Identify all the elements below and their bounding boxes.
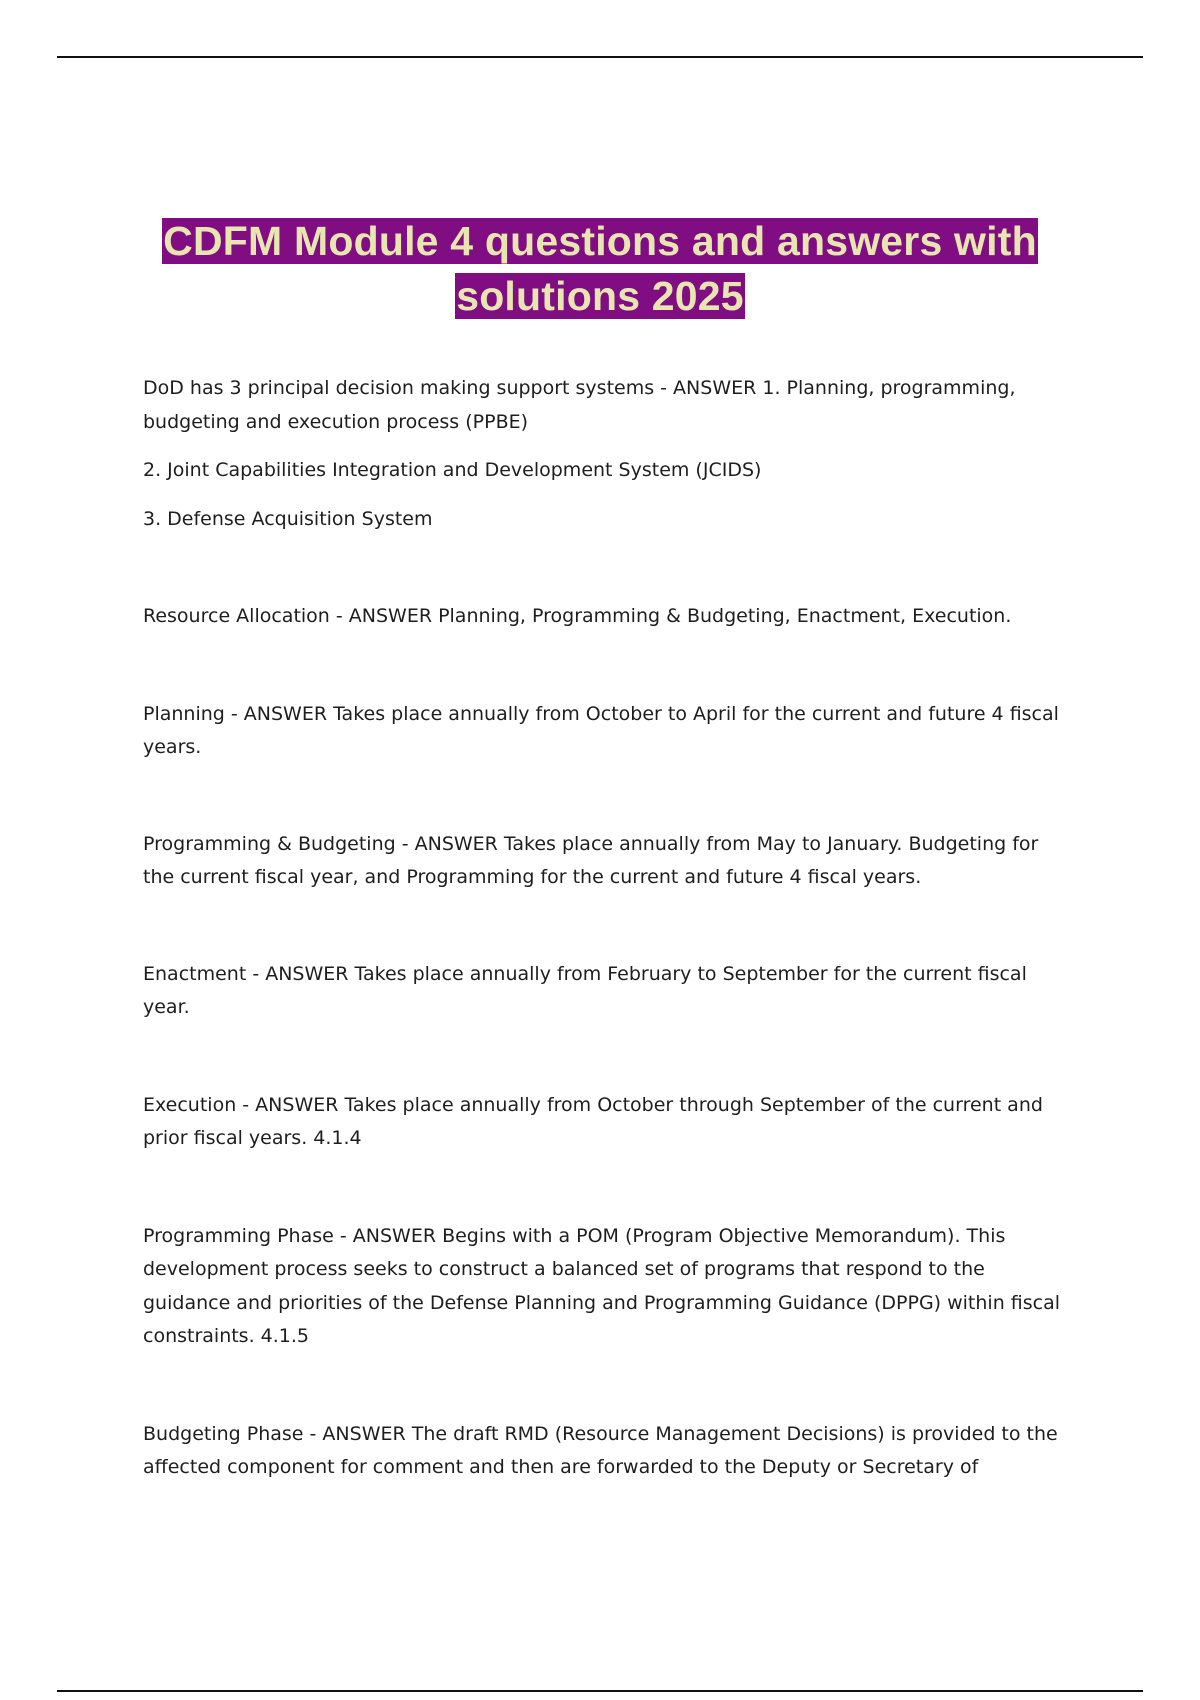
qa-entry-decision-systems: DoD has 3 principal decision making support systems - ANSWER 1. Planning, programming, budgeting and execution process (PPBE) bbox=[143, 377, 1016, 433]
qa-content bbox=[143, 372, 1073, 1485]
qa-entry-programming-budgeting: Programming & Budgeting - ANSWER Takes place annually from May to January. Budgeting for the current fiscal year, and Programming for the current and future 4 fiscal years. bbox=[143, 832, 1039, 888]
qa-entry-execution: Execution - ANSWER Takes place annually from October through September of the current and prior fiscal years. 4.1.4 bbox=[143, 1093, 1043, 1149]
qa-entry-resource-allocation: Resource Allocation - ANSWER Planning, Programming & Budgeting, Enactment, Execution. bbox=[143, 605, 1012, 627]
bottom-rule bbox=[57, 1690, 1143, 1692]
document-title: CDFM Module 4 questions and answers with solutions 2025 bbox=[163, 218, 1037, 319]
qa-entry-programming-phase: Programming Phase - ANSWER Begins with a POM (Program Objective Memorandum). This development process seeks to construct a balanced set of programs that respond to the guidance and priorities of the Defense Planning and Programming Guidance (DPPG) within fiscal constraints. 4.1.5 bbox=[143, 1224, 1061, 1347]
document-title-block bbox=[0, 214, 1200, 324]
qa-entry-planning: Planning - ANSWER Takes place annually from October to April for the current and future 4 fiscal years. bbox=[143, 702, 1059, 758]
qa-entry-budgeting-phase: Budgeting Phase - ANSWER The draft RMD (Resource Management Decisions) is provided to the affected component for comment and then are forwarded to the Deputy or Secretary of bbox=[143, 1422, 1058, 1478]
qa-entry-enactment: Enactment - ANSWER Takes place annually from February to September for the current fiscal year. bbox=[143, 962, 1027, 1018]
qa-entry-decision-systems-item-3: 3. Defense Acquisition System bbox=[143, 507, 433, 530]
qa-entry-decision-systems-item-2: 2. Joint Capabilities Integration and Development System (JCIDS) bbox=[143, 459, 762, 481]
top-rule bbox=[57, 56, 1143, 58]
